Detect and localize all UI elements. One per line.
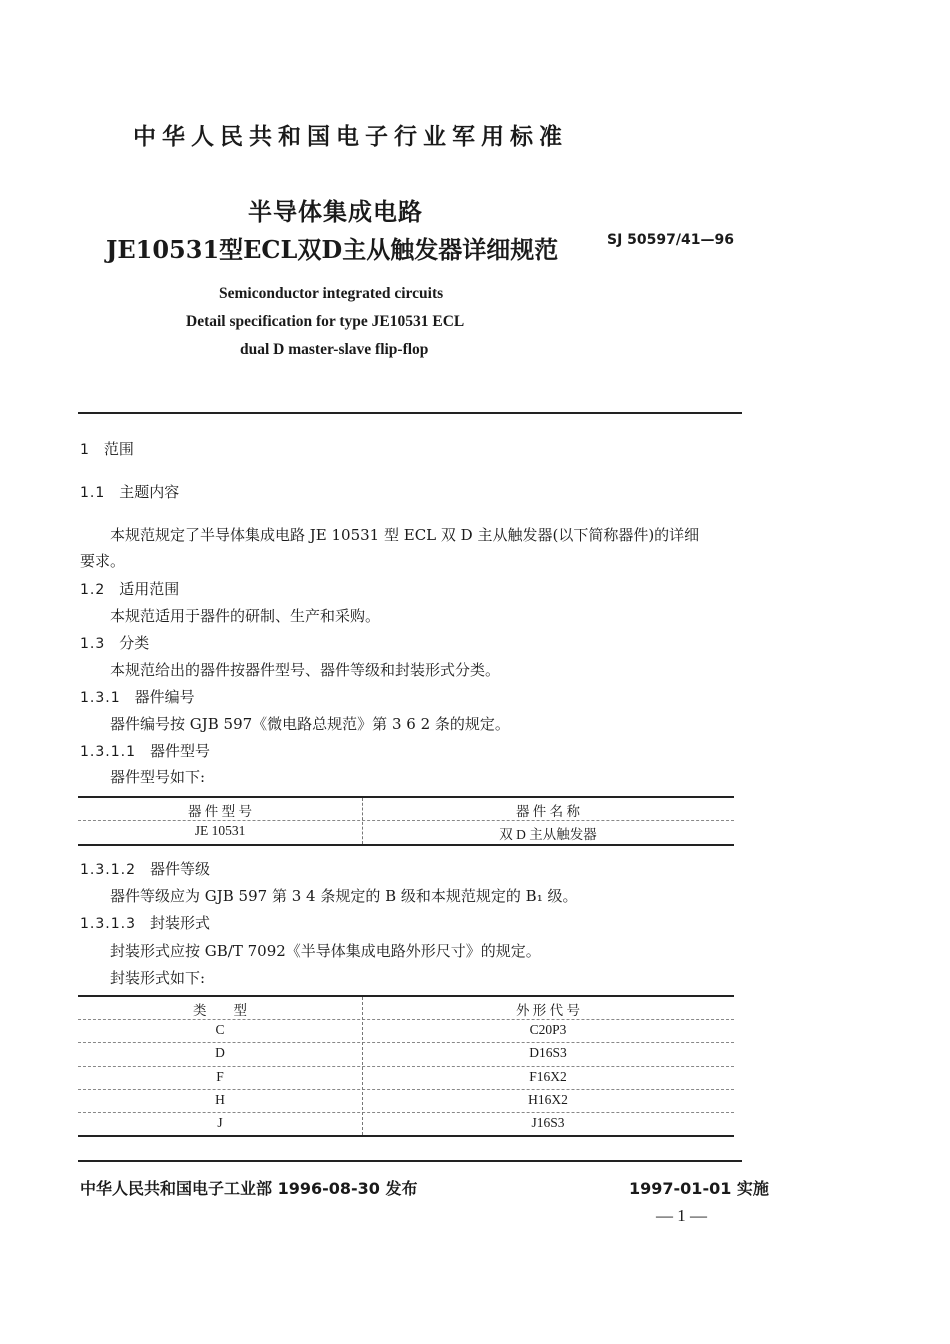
table-cell: JE 10531 — [194, 823, 246, 838]
section-1-heading — [80, 438, 134, 459]
table-cell: 双 D 主从触发器 — [499, 827, 597, 842]
table-header-cell: 类 型 — [193, 1003, 247, 1018]
section-number: 1.1 — [80, 485, 106, 501]
table-row-divider — [78, 1112, 734, 1113]
table-row-divider — [78, 1019, 734, 1020]
paragraph: 本规范适用于器件的研制、生产和采购。 — [110, 607, 381, 625]
title-cn-line2: JE10531型ECL双D主从触发器详细规范 — [106, 235, 559, 264]
section-title: 器件型号 — [149, 742, 210, 760]
paragraph: 本规范给出的器件按器件型号、器件等级和封装形式分类。 — [110, 661, 501, 679]
title-en-line3: dual D master-slave flip-flop — [240, 341, 429, 358]
section-title: 封装形式 — [149, 914, 210, 932]
section-number: 1.3 — [80, 636, 106, 652]
paragraph: 本规范规定了半导体集成电路 JE 10531 型 ECL 双 D 主从触发器(以下简称器件)的详细 — [110, 526, 700, 544]
standard-category: 中华人民共和国电子行业军用标准 — [133, 123, 568, 150]
table-cell: F — [216, 1069, 224, 1084]
section-1-3-heading — [80, 632, 149, 653]
table-column-divider — [362, 997, 363, 1135]
issued-date: 中华人民共和国电子工业部 1996-08-30 发布 — [80, 1179, 418, 1198]
title-en-line2: Detail specification for type JE10531 ECL — [186, 313, 465, 330]
header-rule — [78, 412, 742, 414]
table-header-cell: 器 件 名 称 — [515, 804, 581, 819]
table-bottom-rule — [78, 844, 734, 846]
section-title: 分类 — [119, 634, 150, 652]
table-cell: J16S3 — [531, 1115, 565, 1130]
page-number: — 1 — — [656, 1206, 707, 1225]
table-row-divider — [78, 1089, 734, 1090]
section-title: 器件等级 — [149, 860, 210, 878]
paragraph: 封装形式如下: — [110, 969, 206, 987]
section-number: 1.3.1.1 — [80, 744, 136, 760]
table-bottom-rule — [78, 1135, 734, 1137]
section-number: 1.3.1.3 — [80, 916, 136, 932]
section-number: 1.3.1 — [80, 690, 121, 706]
paragraph: 器件等级应为 GJB 597 第 3 4 条规定的 B 级和本规范规定的 B₁ 级。 — [110, 887, 578, 905]
table-header-cell: 器 件 型 号 — [187, 804, 253, 819]
table-top-rule — [78, 796, 734, 798]
standard-number: SJ 50597/41—96 — [607, 232, 734, 248]
title-en-line1: Semiconductor integrated circuits — [219, 285, 444, 302]
section-1-3-1-2-heading — [80, 858, 210, 879]
table-cell: J — [217, 1115, 223, 1130]
section-title: 范围 — [103, 440, 134, 458]
section-1-3-1-1-heading — [80, 740, 210, 761]
section-1-3-1-heading — [80, 686, 195, 707]
table-cell: H16X2 — [528, 1092, 568, 1107]
title-cn-line1: 半导体集成电路 — [248, 197, 423, 226]
table-row-divider — [78, 1042, 734, 1043]
table-cell: F16X2 — [529, 1069, 567, 1084]
section-number: 1.2 — [80, 582, 106, 598]
section-1-1-heading — [80, 481, 179, 502]
table-cell: D16S3 — [529, 1045, 567, 1060]
paragraph: 器件编号按 GJB 597《微电路总规范》第 3 6 2 条的规定。 — [110, 715, 510, 733]
section-number: 1.3.1.2 — [80, 862, 136, 878]
footer-rule — [78, 1160, 742, 1162]
effective-date: 1997-01-01 实施 — [629, 1179, 769, 1198]
table-cell: C20P3 — [529, 1022, 567, 1037]
section-title: 器件编号 — [134, 688, 195, 706]
section-title: 适用范围 — [119, 580, 180, 598]
table-column-divider — [362, 798, 363, 844]
table-cell: C — [215, 1022, 225, 1037]
table-cell: H — [215, 1092, 225, 1107]
table-top-rule — [78, 995, 734, 997]
section-number: 1 — [80, 442, 90, 458]
table-header-cell: 外 形 代 号 — [515, 1003, 581, 1018]
section-title: 主题内容 — [119, 483, 180, 501]
section-1-2-heading — [80, 578, 179, 599]
paragraph: 器件型号如下: — [110, 768, 206, 786]
paragraph: 封装形式应按 GB/T 7092《半导体集成电路外形尺寸》的规定。 — [110, 942, 541, 960]
paragraph: 要求。 — [80, 552, 126, 570]
table-cell: D — [215, 1045, 225, 1060]
table-row-divider — [78, 820, 734, 821]
section-1-3-1-3-heading — [80, 912, 210, 933]
table-row-divider — [78, 1066, 734, 1067]
